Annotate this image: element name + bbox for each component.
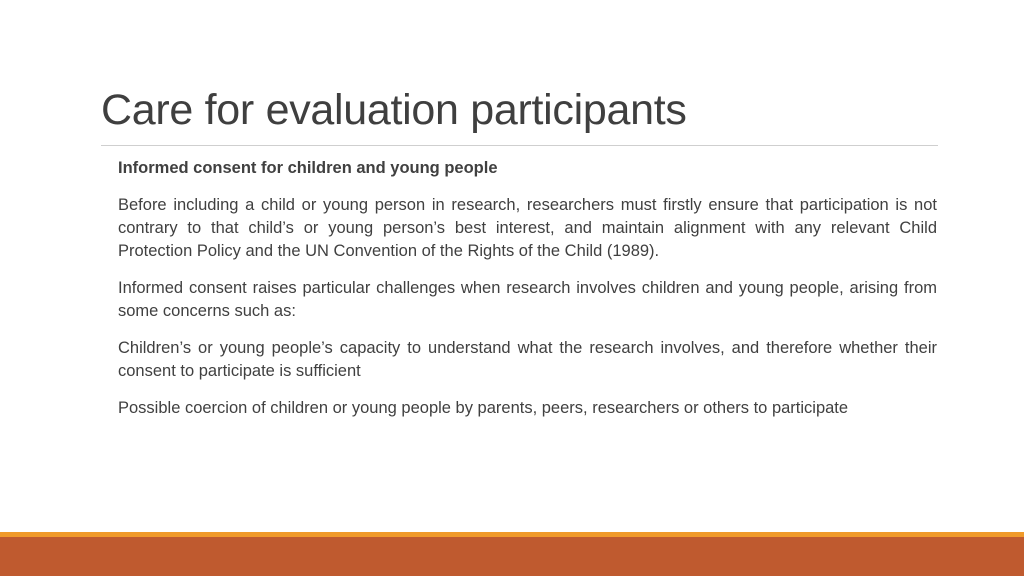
title-divider bbox=[101, 145, 938, 146]
footer-bar bbox=[0, 537, 1024, 576]
body-paragraph: Children’s or young people’s capacity to understand what the research involves, and therefore whether their consent to participate is sufficient bbox=[118, 339, 937, 380]
slide-title: Care for evaluation participants bbox=[101, 86, 687, 134]
body-paragraph: Informed consent raises particular challenges when research involves children and young people, arising from some concerns such as: bbox=[118, 279, 937, 320]
slide-body bbox=[118, 157, 937, 434]
body-heading: Informed consent for children and young people bbox=[118, 159, 498, 177]
body-paragraph: Before including a child or young person in research, researchers must firstly ensure that participation is not contrary to that child’s or young person’s best interest, and maintain alignment with any relevant Child Protection Policy and the UN Convention of the Rights of the Child (1989). bbox=[118, 196, 937, 260]
body-paragraph: Possible coercion of children or young people by parents, peers, researchers or others to participate bbox=[118, 399, 849, 417]
